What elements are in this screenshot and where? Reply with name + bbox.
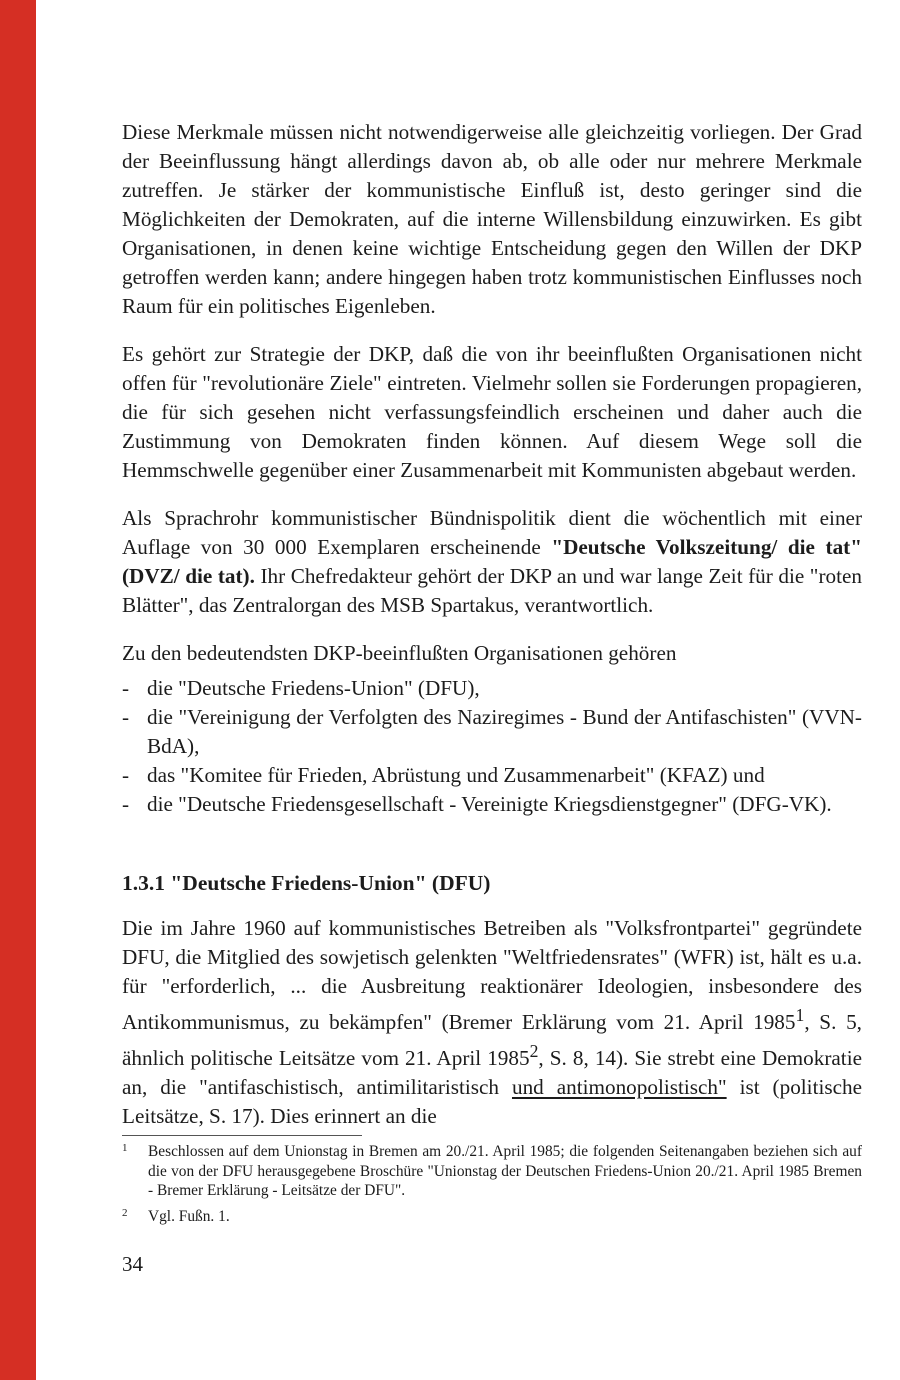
page-number: 34: [122, 1252, 143, 1277]
dfu-text-part1: Die im Jahre 1960 auf kommunistisches Betreiben als "Volksfrontpartei" gegründete DFU, die Mitglied des sowjetisch gelenkten "Weltfriedensrates" (WFR) ist, hält es u.a. für "erforderlich, ... die Ausbreitung reaktionärer Ideologien, insbesondere des Antikommunismus, zu bekämpfen" (Bremer Erklärung vom 21. April 1985: [122, 916, 862, 1035]
paragraph-characteristics: Diese Merkmale müssen nicht notwendigerweise alle gleichzeitig vorliegen. Der Grad der Beeinflussung hängt allerdings davon ab, ob alle oder nur mehrere Merkmale zutreffen. Je stärker der kommunistische Einfluß ist, desto geringer sind die Möglichkeiten der Demokraten, auf die interne Willensbildung einzuwirken. Es gibt Organisationen, in denen keine wichtige Entscheidung gegen den Willen der DKP getroffen werden kann; andere hingegen haben trotz kommunistischen Einflusses noch Raum für ein politisches Eigenleben.: [122, 120, 862, 318]
paragraph-press: [122, 504, 862, 620]
dfu-underlined-text: und antimonopolistisch": [511, 1075, 727, 1100]
section-heading: 1.3.1 "Deutsche Friedens-Union" (DFU): [122, 871, 491, 895]
list-dash: -: [122, 705, 130, 729]
footnote-1: [122, 1142, 862, 1201]
list-item-text: die "Vereinigung der Verfolgten des Naziregimes - Bund der Antifaschisten" (VVN-BdA),: [147, 705, 862, 758]
dfu-text-part2: , S. 5, ähnlich politische Leitsätze vom 21. April 1985: [122, 1010, 862, 1071]
paragraph-dfu: [122, 914, 862, 1131]
list-dash: -: [122, 676, 130, 700]
footnote-2: [122, 1207, 862, 1227]
organization-list: [122, 674, 862, 819]
list-item-text: das "Komitee für Frieden, Abrüstung und Zusammenarbeit" (KFAZ) und: [147, 763, 765, 787]
footnote-ref-1[interactable]: 1: [795, 1005, 805, 1025]
footnote-text: Beschlossen auf dem Unionstag in Bremen am 20./21. April 1985; die folgenden Seitenangaben beziehen sich auf die von der DFU herausgegebene Broschüre "Unionstag der Deutschen Friedens-Union 20./21. April 1985 Bremen - Bremer Erklärung - Leitsätze der DFU".: [148, 1143, 862, 1200]
list-item-text: die "Deutsche Friedensgesellschaft - Vereinigte Kriegsdienstgegner" (DFG-VK).: [147, 792, 832, 816]
list-item-text: die "Deutsche Friedens-Union" (DFU),: [147, 676, 480, 700]
list-dash: -: [122, 763, 130, 787]
list-item: [122, 761, 862, 790]
red-side-bar: [0, 0, 36, 1380]
dfu-text-part3: , S. 8, 14). Sie strebt eine Demokratie an, die "antifaschistisch, antimilitaristisch: [122, 1046, 862, 1100]
press-text-before: Als Sprachrohr kommunistischer Bündnispolitik dient die wöchentlich mit einer Auflage von 30 000 Exemplaren erscheinende: [122, 506, 862, 559]
footnote-mark: 2: [122, 1206, 128, 1219]
paragraph-strategy: Es gehört zur Strategie der DKP, daß die von ihr beeinflußten Organisationen nicht offen für "revolutionäre Ziele" eintreten. Vielmehr sollen sie Forderungen propagieren, die für sich gesehen nicht verfassungsfeindlich erscheinen und daher auch die Zustimmung von Demokraten finden können. Auf diesem Wege soll die Hemmschwelle gegenüber einer Zusammenarbeit mit Kommunisten abgebaut werden.: [122, 342, 862, 482]
list-item: [122, 703, 862, 761]
list-intro: Zu den bedeutendsten DKP-beeinflußten Organisationen gehören: [122, 641, 677, 665]
press-text-after: Ihr Chefredakteur gehört der DKP an und war lange Zeit für die "roten Blätter", das Zentralorgan des MSB Spartakus, verantwortlich.: [122, 564, 862, 617]
list-item: [122, 674, 862, 703]
press-newspaper-title: "Deutsche Volkszeitung/ die tat" (DVZ/ die tat).: [122, 535, 862, 588]
footnote-mark: 1: [122, 1142, 128, 1155]
list-item: [122, 790, 862, 819]
footnote-ref-2[interactable]: 2: [529, 1041, 539, 1062]
footnote-text: Vgl. Fußn. 1.: [148, 1207, 230, 1225]
list-dash: -: [122, 792, 130, 816]
document-page: [122, 118, 862, 1276]
footnote-divider: [122, 1135, 362, 1136]
dfu-text-part4: ist (politische Leitsätze, S. 17). Dies erinnert an die: [122, 1075, 862, 1129]
